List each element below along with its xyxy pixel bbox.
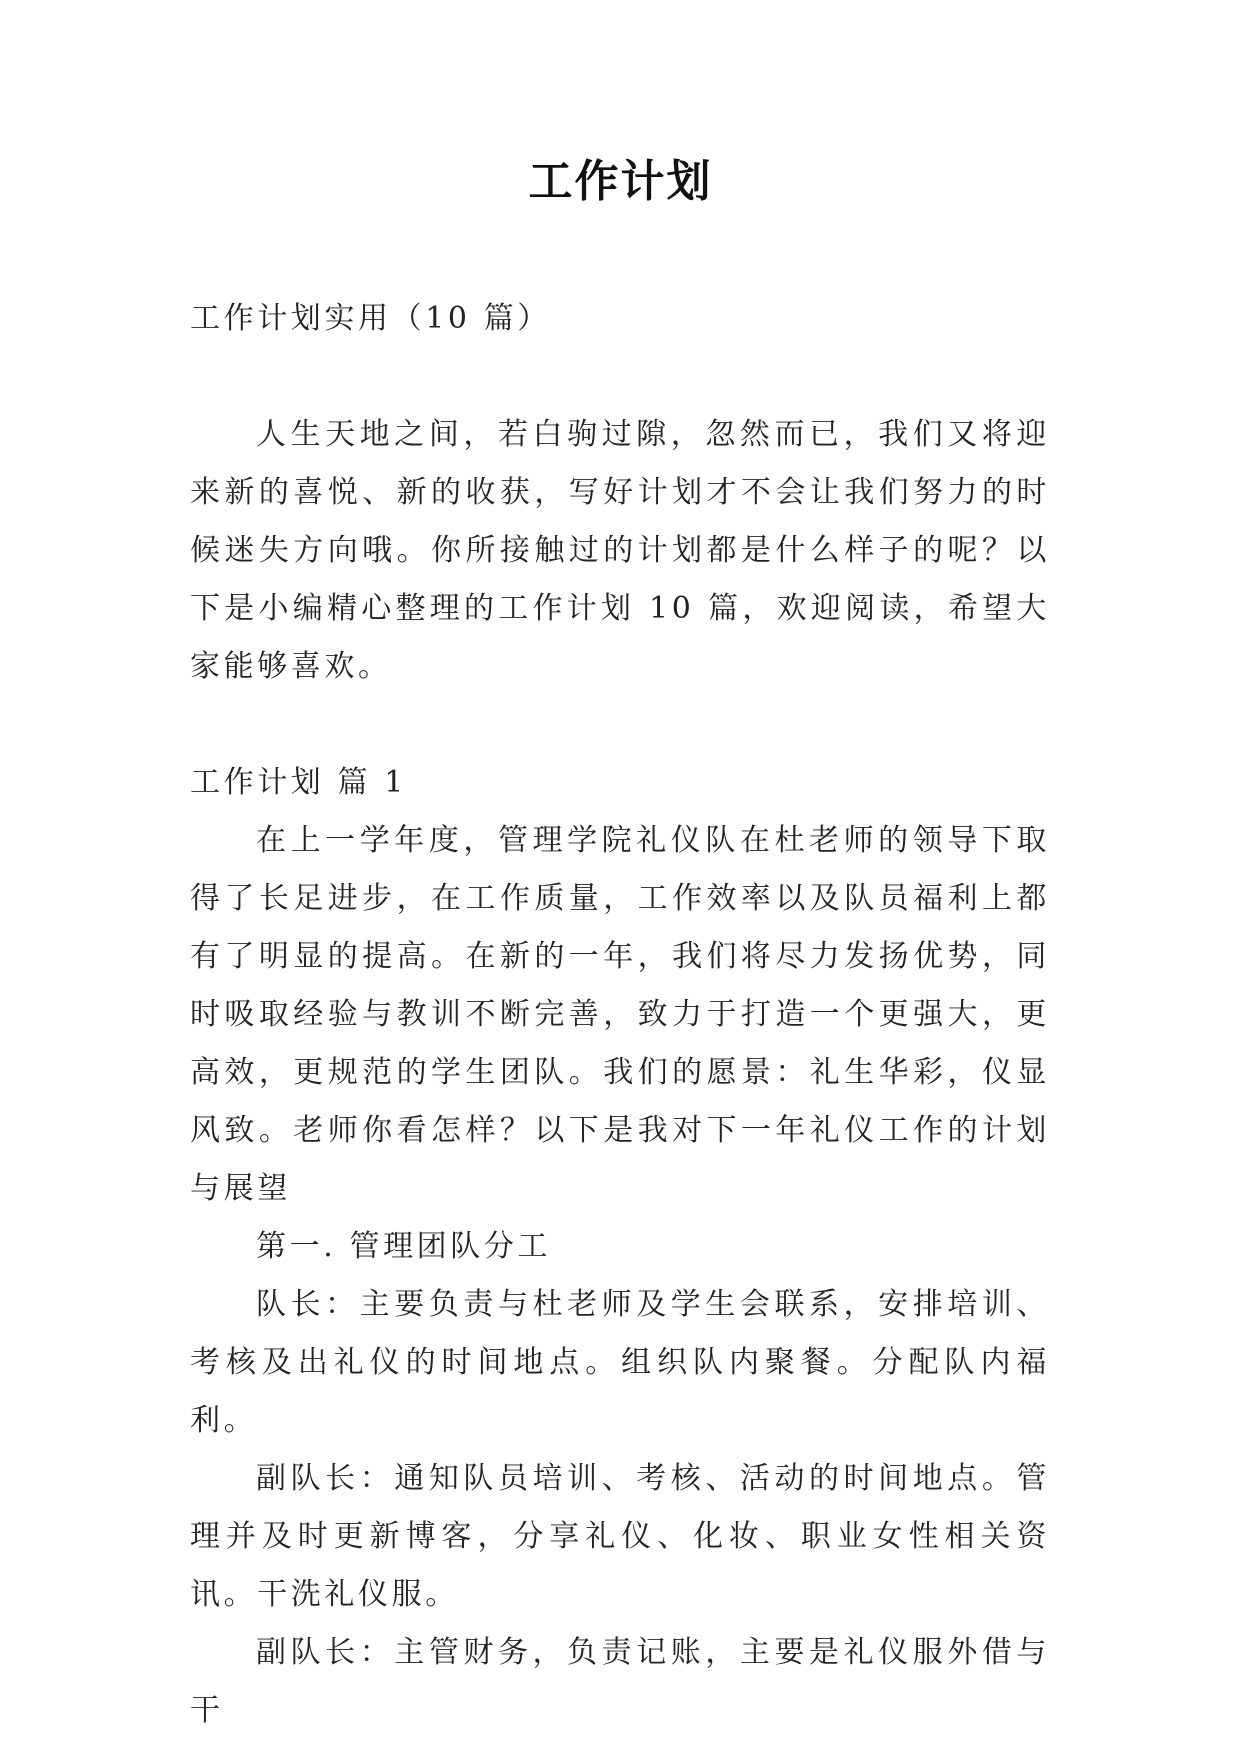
document-subtitle: 工作计划实用（10 篇） <box>190 301 551 336</box>
intro-block <box>190 406 1050 696</box>
intro-paragraph: 人生天地之间，若白驹过隙，忽然而已，我们又将迎来新的喜悦、新的收获，写好计划才不会让我们努力的时候迷失方向哦。你所接触过的计划都是什么样子的呢？以下是小编精心整理的工作计划 10 篇，欢迎阅读，希望大家能够喜欢。 <box>190 417 1050 684</box>
section-body <box>190 812 1050 1740</box>
body-paragraph: 副队长：主管财务，负责记账，主要是礼仪服外借与干 <box>190 1635 1050 1728</box>
body-paragraph: 在上一学年度，管理学院礼仪队在杜老师的领导下取得了长足进步，在工作质量，工作效率以及队员福利上都有了明显的提高。在新的一年，我们将尽力发扬优势，同时吸取经验与教训不断完善，致力于打造一个更强大，更高效，更规范的学生团队。我们的愿景：礼生华彩，仪显风致。老师你看怎样？以下是我对下一年礼仪工作的计划与展望 <box>190 823 1050 1206</box>
body-paragraph: 队长：主要负责与杜老师及学生会联系，安排培训、考核及出礼仪的时间地点。组织队内聚餐。分配队内福利。 <box>190 1287 1050 1438</box>
section-heading: 工作计划 篇 1 <box>190 765 407 800</box>
body-paragraph: 第一. 管理团队分工 <box>256 1229 552 1264</box>
document-title: 工作计划 <box>528 156 713 207</box>
body-paragraph: 副队长：通知队员培训、考核、活动的时间地点。管理并及时更新博客，分享礼仪、化妆、职业女性相关资讯。干洗礼仪服。 <box>190 1461 1050 1612</box>
